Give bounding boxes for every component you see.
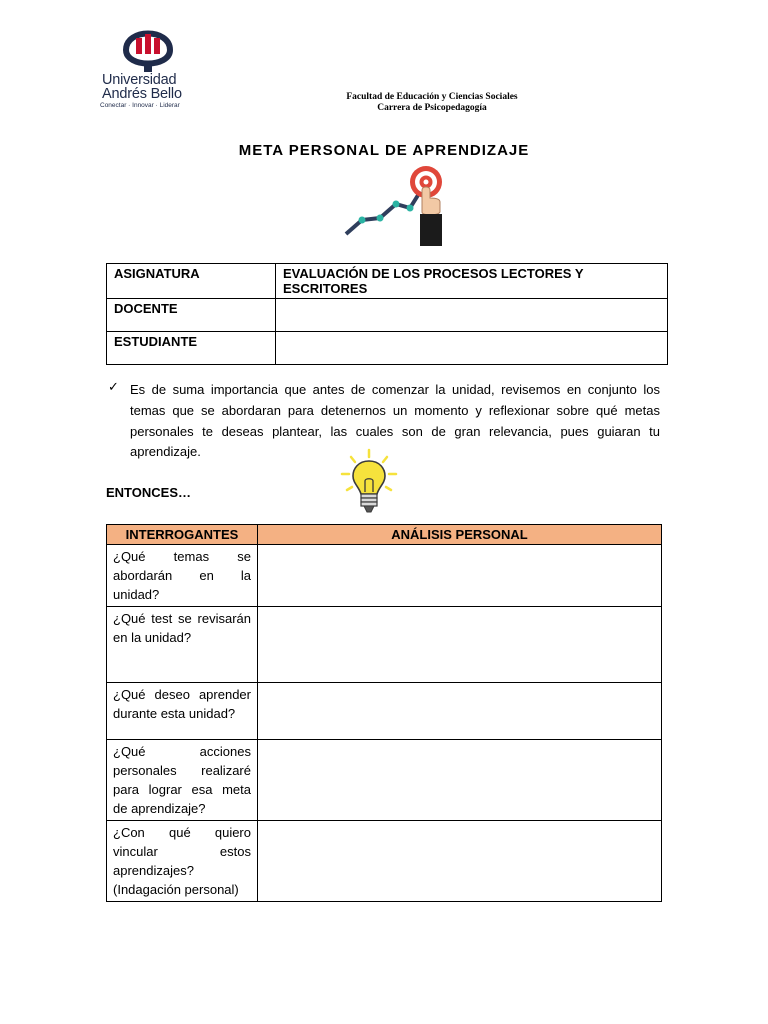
logo-emblem-icon (120, 20, 176, 72)
entonces-label: ENTONCES… (106, 485, 191, 500)
table-row (107, 740, 662, 821)
answer-cell[interactable] (258, 683, 662, 740)
docente-label: DOCENTE (107, 299, 276, 332)
table-row (107, 264, 668, 299)
target-growth-illustration (340, 162, 452, 246)
question-cell: ¿Qué deseo aprender durante esta unidad? (107, 683, 258, 740)
question-cell: ¿Con qué quiero vincular estos aprendizajes? (Indagación personal) (107, 821, 258, 902)
table-row (107, 332, 668, 365)
table-header-row (107, 525, 662, 545)
logo-tagline: Conectar · Innovar · Liderar (100, 102, 180, 109)
interrogantes-header: INTERROGANTES (107, 525, 258, 545)
page-title: META PERSONAL DE APRENDIZAJE (238, 142, 530, 159)
lightbulb-icon (338, 448, 400, 520)
asignatura-label: ASIGNATURA (107, 264, 276, 299)
estudiante-label: ESTUDIANTE (107, 332, 276, 365)
question-cell: ¿Qué temas se abordarán en la unidad? (107, 545, 258, 607)
faculty-name: Facultad de Educación y Ciencias Sociales (346, 92, 518, 102)
analysis-table (106, 524, 662, 902)
answer-cell[interactable] (258, 821, 662, 902)
program-name: Carrera de Psicopedagogía (377, 103, 487, 113)
table-row (107, 607, 662, 683)
answer-cell[interactable] (258, 740, 662, 821)
docente-field[interactable] (276, 299, 668, 332)
university-logo (100, 20, 196, 112)
table-row (107, 545, 662, 607)
intro-paragraph: Es de suma importancia que antes de comenzar la unidad, revisemos en conjunto los temas que se abordaran para detenernos un momento y reflexionar sobre qué metas personales te deseas plantear, las cuales son de gran relevancia, pues guiaran tu aprendizaje. (130, 382, 660, 460)
answer-cell[interactable] (258, 607, 662, 683)
table-row (107, 299, 668, 332)
answer-cell[interactable] (258, 545, 662, 607)
question-cell: ¿Qué test se revisarán en la unidad? (107, 607, 258, 683)
estudiante-field[interactable] (276, 332, 668, 365)
logo-name-line1: Universidad (102, 72, 177, 88)
table-row (107, 821, 662, 902)
analisis-personal-header: ANÁLISIS PERSONAL (258, 525, 662, 545)
check-icon: ✓ (108, 380, 119, 395)
table-row (107, 683, 662, 740)
asignatura-value: EVALUACIÓN DE LOS PROCESOS LECTORES Y ESCRITORES (276, 264, 668, 299)
logo-name-line2: Andrés Bello (102, 86, 182, 102)
question-cell: ¿Qué acciones personales realizaré para lograr esa meta de aprendizaje? (107, 740, 258, 821)
info-table (106, 263, 668, 365)
